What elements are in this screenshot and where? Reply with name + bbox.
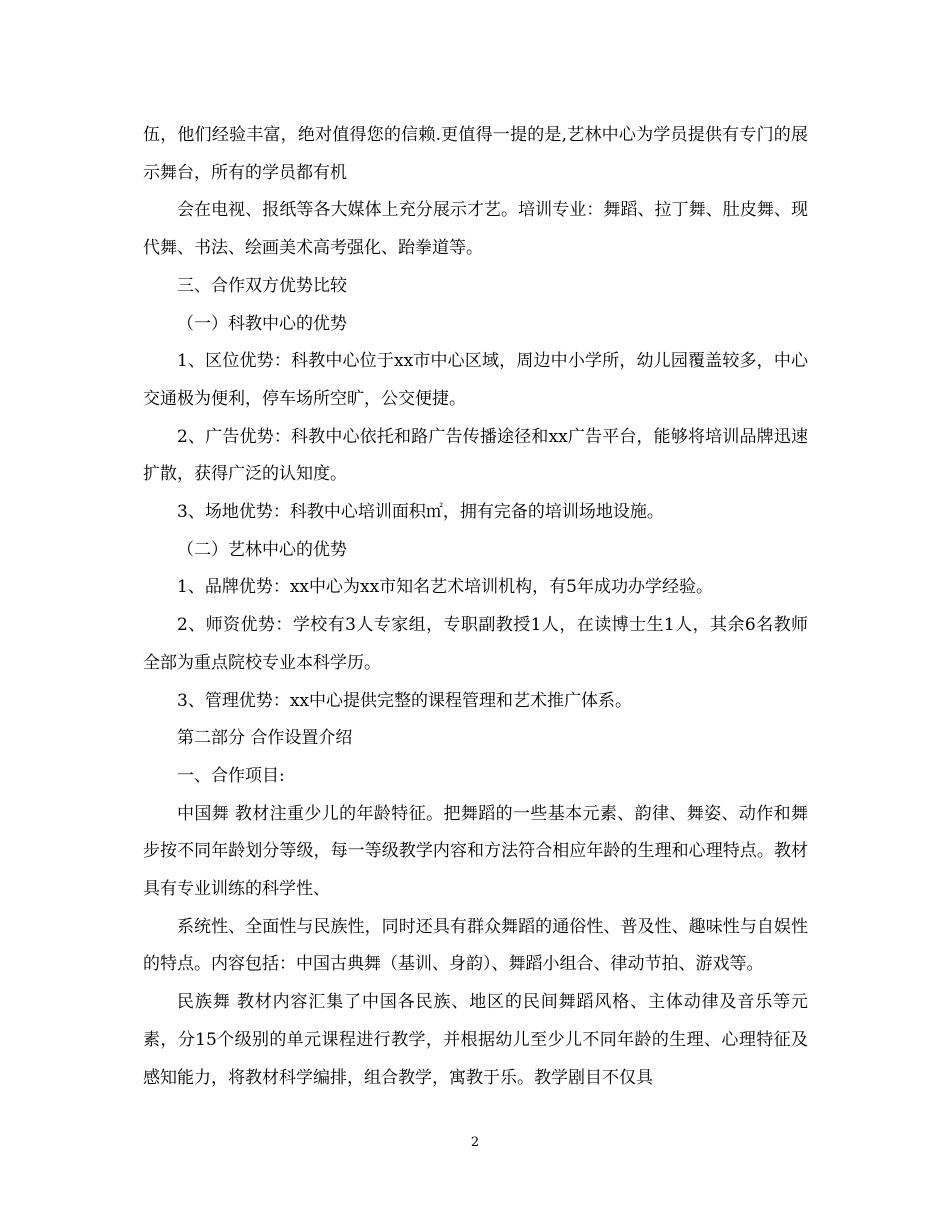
part-heading-cooperation-setup: 第二部分 合作设置介绍 [177,728,353,749]
paragraph-venue-advantage: 3、场地优势：科教中心培训面积㎡，拥有完备的培训场地设施。 [177,502,664,523]
paragraph-2: 会在电视、报纸等各大媒体上充分展示才艺。培训专业：舞蹈、拉丁舞、肚皮舞、现代舞、书法、绘画美术高考强化、跆拳道等。 [143,200,808,259]
paragraph-faculty-advantage: 2、师资优势：学校有3人专家组，专职副教授1人，在读博士生1人，其余6名教师全部为重点院校专业本科学历。 [143,615,808,673]
paragraph-advertising-advantage: 2、广告优势：科教中心依托和路广告传播途径和xx广告平台，能够将培训品牌迅速扩散，获得广泛的认知度。 [143,426,808,485]
page-number: 2 [470,1135,480,1150]
subheading-science-center-advantages: （一）科教中心的优势 [177,313,347,334]
document-body [143,117,808,1097]
paragraph-brand-advantage: 1、品牌优势：xx中心为xx市知名艺术培训机构，有5年成功办学经验。 [177,577,713,598]
paragraph-ethnic-dance: 民族舞 教材内容汇集了中国各民族、地区的民间舞蹈风格、主体动律及音乐等元素，分15个级别的单元课程进行教学，并根据幼儿至少儿不同年龄的生理、心理特征及感知能力，将教材科学编排，组合教学，寓教于乐。教学剧目不仅具 [143,992,808,1088]
paragraph-chinese-dance-continued: 系统性、全面性与民族性，同时还具有群众舞蹈的通俗性、普及性、趣味性与自娱性的特点。内容包括：中国古典舞（基训、身韵）、舞蹈小组合、律动节拍、游戏等。 [143,916,808,975]
heading-cooperation-projects: 一、合作项目: [177,765,285,786]
paragraph-1: 伍，他们经验丰富，绝对值得您的信赖.更值得一提的是,艺林中心为学员提供有专门的展示舞台，所有的学员都有机 [143,125,808,183]
paragraph-management-advantage: 3、管理优势：xx中心提供完整的课程管理和艺术推广体系。 [177,690,632,711]
paragraph-location-advantage: 1、区位优势：科教中心位于xx市中心区域，周边中小学所，幼儿园覆盖较多，中心交通极为便利，停车场所空旷，公交便捷。 [143,351,808,409]
section-heading-cooperation-advantages: 三、合作双方优势比较 [177,275,347,296]
paragraph-chinese-dance: 中国舞 教材注重少儿的年龄特征。把舞蹈的一些基本元素、韵律、舞姿、动作和舞步按不同年龄划分等级，每一等级教学内容和方法符合相应年龄的生理和心理特点。教材具有专业训练的科学性、 [143,803,808,900]
subheading-yilin-center-advantages: （二）艺林中心的优势 [177,539,347,560]
